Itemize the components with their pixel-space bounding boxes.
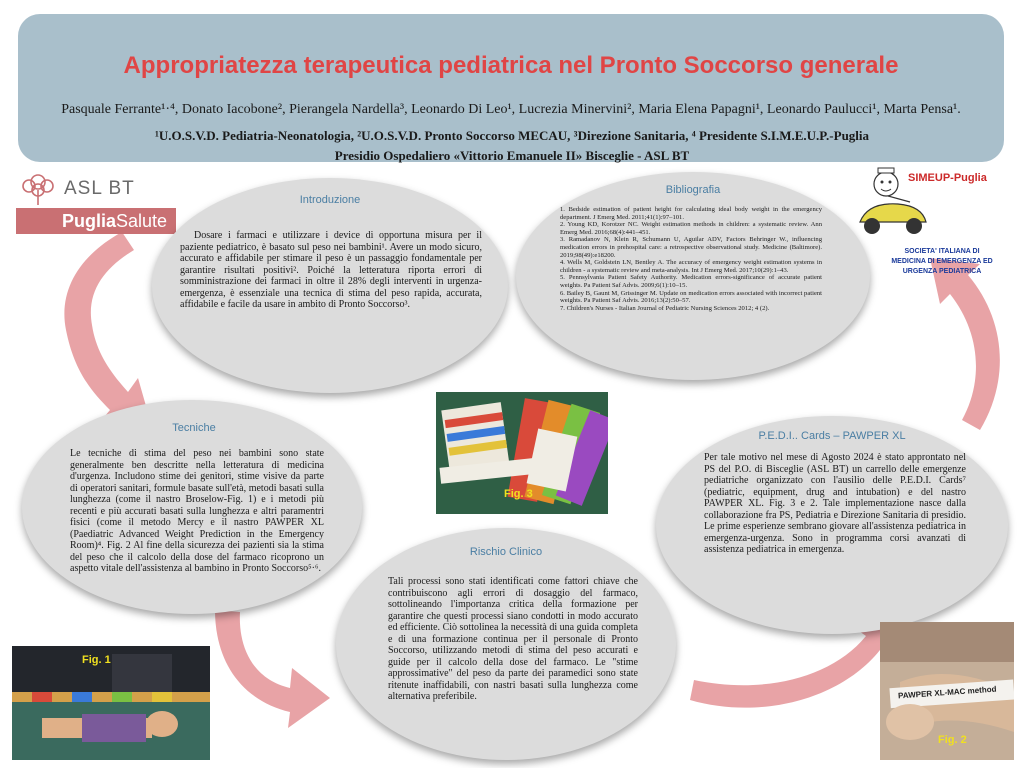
bib-item: 7. Children's Nurses - Italian Journal of Pediatric Nursing Sciences 2012; 4 (2). bbox=[560, 304, 770, 312]
fig1-label: Fig. 1 bbox=[82, 654, 111, 666]
tecniche-text: Le tecniche di stima del peso nei bambini sono state generalmente ben descritte nella letteratura di medicina d'urgenza. Includono stime dei genitori, stime visive da parte di operatori sanitari, formule basate sull'età, metodi basati sulla lunghezza (come il nastro Broselow-Fig. 1) e i metodi più recenti e più accurati basati sulla lunghezza e altri paramentri fisici (come il metodo Mercy e il nastro PAWPER XL (Paediatric Advanced Weight Prediction in the Emergency Room)⁴. Fig. 2 Al fine della sicurezza dei pazienti sia la stima del peso che il calcolo della dose del farmaco ricoprono un aspetto vitale dell'assistenza al bambino in Pronto Soccorso⁵·⁶. bbox=[70, 448, 324, 574]
fig3-label: Fig. 3 bbox=[504, 488, 533, 500]
fig1-photo bbox=[12, 646, 210, 760]
authors-line: Pasquale Ferrante¹·⁴, Donato Iacobone², Pierangela Nardella³, Leonardo Di Leo¹, Lucrezia Minervini², Maria Elena Papagni¹, Leonardo Paulucci¹, Marta Pensa¹. bbox=[61, 102, 961, 117]
bib-item: 5. Pennsylvania Patient Safety Authority. Medication errors-significance of accurate patient weights. Pa Patient Saf Advis. 2009;6(1):10–15. bbox=[560, 274, 822, 289]
introduzione-title: Introduzione bbox=[299, 194, 361, 206]
introduzione-text: Dosare i farmaci e utilizzare i device di opportuna misura per il paziente pediatrico, è basato sul peso nei bambini¹. Avere un modo sicuro, accurato e affidabile per stimare il peso è un passaggio fondamentale per garantire risultati positivi². Poiché la letteratura riporta errori di somministrazione dei farmaci in oltre il 28% degli interventi in urgenza- emergenza, è essenziale una tecnica di stima del peso rapida, accurata, affidabile e facile da usare in ambito di Pronto Soccorso³. bbox=[180, 230, 482, 310]
fig2-label: Fig. 2 bbox=[938, 734, 967, 746]
affiliation-line-1: ¹U.O.S.V.D. Pediatria-Neonatologia, ²U.O.S.V.D. Pronto Soccorso MECAU, ³Direzione Sanitaria, ⁴ Presidente S.I.M.E.U.P.-Puglia bbox=[154, 128, 870, 143]
arrow-bottom-left bbox=[215, 610, 330, 728]
affiliation-line-2: Presidio Ospedaliero «Vittorio Emanuele II» Bisceglie - ASL BT bbox=[334, 148, 690, 163]
bib-item: 1. Bedside estimation of patient height for calculating ideal body weight in the emergency department. J Emerg Med. 2011;41(1):97–101. bbox=[560, 206, 822, 221]
puglia-salute-band bbox=[16, 208, 176, 234]
bib-item: 3. Ramadanov N, Klein R, Schumann U, Aguilar ADV, Factors Behringer W., influencing medication errors in prehospital care: a retrospective observational study. Medicine (Baltimore). 2019;98(49):e18200. bbox=[560, 236, 822, 259]
simeup-logo bbox=[848, 162, 1008, 287]
child-broselow-image bbox=[12, 646, 210, 760]
rischio-text: Tali processi sono stati identificati come fattori chiave che contribuiscono agli errori di dosaggio del farmaco, sottolineando l'importanza critica della formazione per garantire che questi processi siano condotti in modo accurato ed efficiente. Ciò sottolinea la necessità di una guida completa e di una formazione continua per il personale di Pronto Soccorso, utilizzando metodi di stima del peso accurati e guide per il calcolo della dose del farmaco. Le "stime approssimative" del peso da parte dei paramedici sono state ritenute inaffidabili, con nastri basati sulla lunghezza come alternativa preferibile. bbox=[388, 576, 638, 702]
bib-item: 4. Wells M, Goldstein LN, Bentley A. The accuracy of emergency weight estimation systems in children - a systematic review and meta-analysis. Int J Emerg Med. 2017;10(29):1–43. bbox=[560, 259, 822, 274]
simeup-subtitle bbox=[878, 247, 1006, 277]
tree-icon bbox=[20, 172, 56, 206]
simeup-line-2: MEDICINA DI EMERGENZA ED bbox=[891, 258, 993, 265]
bib-item: 2. Young KD, Korotzer NC. Weight estimation methods in children: a systematic review. Ann Emerg Med. 2016;68(4):441–451. bbox=[560, 221, 822, 236]
tape-text: PAWPER XL-MAC method bbox=[897, 684, 997, 701]
bibliografia-title: Bibliografia bbox=[665, 184, 721, 196]
pedi-title: P.E.D.I.. Cards – PAWPER XL bbox=[758, 430, 906, 442]
bibliografia-list bbox=[560, 206, 822, 312]
tecniche-title: Tecniche bbox=[172, 422, 216, 434]
poster-title: Appropriatezza terapeutica pediatrica nel Pronto Soccorso generale bbox=[123, 52, 899, 79]
puglia-word: Puglia bbox=[62, 211, 117, 231]
asl-bt-logo bbox=[16, 172, 176, 234]
simeup-line-3: URGENZA PEDIATRICA bbox=[902, 268, 982, 275]
arrow-left-curve bbox=[64, 232, 150, 422]
simeup-name: SIMEUP-Puglia bbox=[908, 172, 987, 184]
pedi-text: Per tale motivo nel mese di Agosto 2024 è stato approntato nel PS del P.O. di Bisceglie (ASL BT) un carrello delle emergenze pediatriche organizzato con l'ausilio delle P.E.D.I. Cards⁷ (pediatric, equipment, drug and intubation) e del nastro PAWPER XL. Fig. 3 e 2. Tale implementazione nasce dalla collaborazione fra PS, Pediatria e Direzione Sanitaria di presidio. Le prime esperienze sembrano giovare all'assistenza pediatrica in emergenza-urgenza. Sono in programma corsi avanzati di assistenza pediatrica in emergenza. bbox=[704, 452, 966, 555]
fig3-photo bbox=[436, 392, 608, 514]
fig2-photo bbox=[880, 622, 1014, 760]
simeup-line-1: SOCIETA' ITALIANA DI bbox=[904, 248, 980, 255]
asl-name: ASL BT bbox=[64, 178, 135, 199]
bib-item: 6. Bailey B, Gaunt M, Grissinger M. Update on medication errors associated with incorrect patient weights. Pa Patient Saf Advis. 2016;13(2):50–57. bbox=[560, 289, 822, 305]
salute-word: Salute bbox=[116, 211, 168, 231]
rischio-title: Rischio Clinico bbox=[469, 546, 543, 558]
